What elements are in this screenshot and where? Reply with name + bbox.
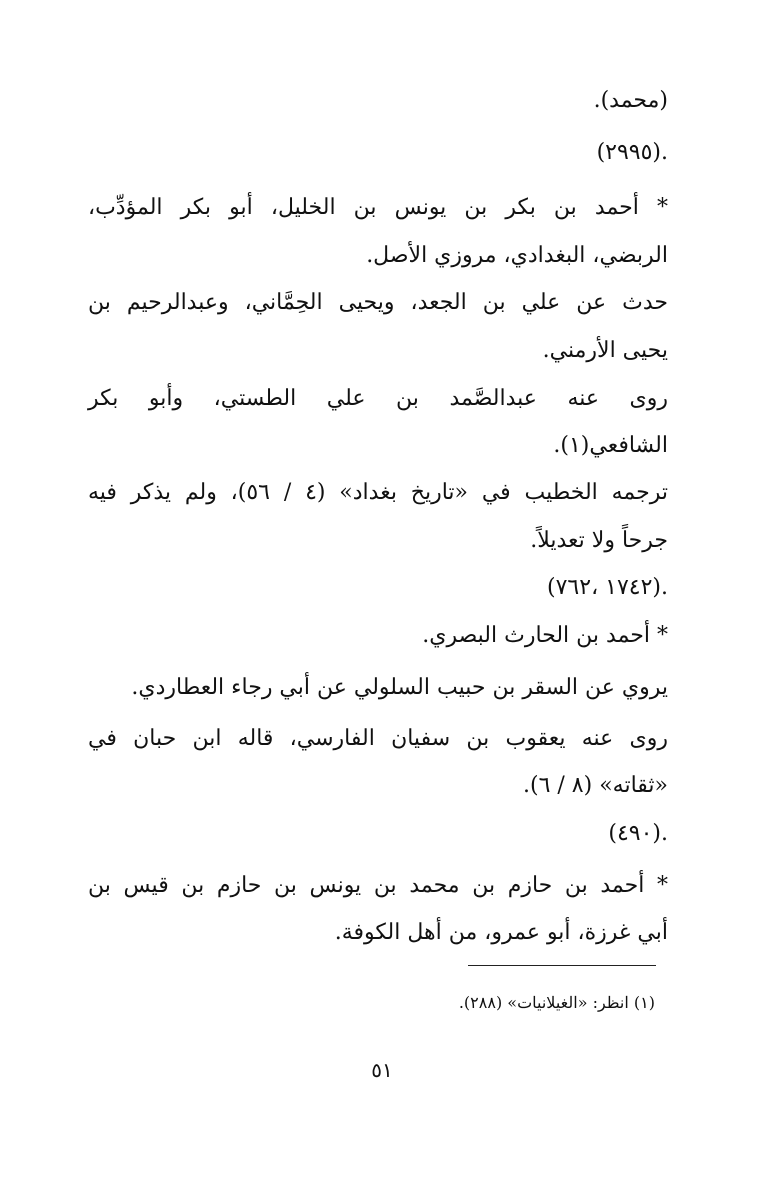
text-line-1: (محمد). bbox=[593, 88, 668, 113]
text-line-6: يحيى الأرمني. bbox=[542, 338, 668, 363]
text-line-2: .(٢٩٩٥) bbox=[596, 140, 668, 165]
text-line-3: * أحمد بن بكر بن يونس بن الخليل، أبو بكر المؤدِّب، bbox=[88, 195, 668, 220]
text-line-18: أبي غرزة، أبو عمرو، من أهل الكوفة. bbox=[334, 920, 668, 945]
text-line-8: الشافعي(١). bbox=[553, 433, 668, 458]
page-number: ٥١ bbox=[371, 1058, 393, 1082]
text-line-4: الربضي، البغدادي، مروزي الأصل. bbox=[366, 243, 668, 268]
text-line-16: .(٤٩٠) bbox=[608, 821, 668, 846]
text-line-14: روى عنه يعقوب بن سفيان الفارسي، قاله ابن حبان في bbox=[88, 726, 668, 751]
text-line-9: ترجمه الخطيب في «تاريخ بغداد» (٤ / ٥٦)، ولم يذكر فيه bbox=[88, 480, 668, 505]
text-line-5: حدث عن علي بن الجعد، ويحيى الحِمَّاني، وعبدالرحيم بن bbox=[88, 290, 668, 315]
text-line-7: روى عنه عبدالصَّمد بن علي الطستي، وأبو بكر bbox=[88, 386, 668, 411]
footnote: (١) انظر: «الغيلانيات» (٢٨٨). bbox=[458, 993, 655, 1012]
text-line-12: * أحمد بن الحارث البصري. bbox=[422, 623, 668, 648]
footnote-divider bbox=[468, 965, 656, 966]
text-line-13: يروي عن السقر بن حبيب السلولي عن أبي رجاء العطاردي. bbox=[131, 675, 668, 700]
text-line-11: .(١٧٤٢ ،٧٦٢) bbox=[547, 575, 668, 600]
text-line-10: جرحاً ولا تعديلاً. bbox=[530, 528, 668, 553]
text-line-17: * أحمد بن حازم بن محمد بن يونس بن حازم بن قيس بن bbox=[88, 873, 668, 898]
text-line-15: «ثقاته» (٨ / ٦). bbox=[522, 773, 668, 798]
